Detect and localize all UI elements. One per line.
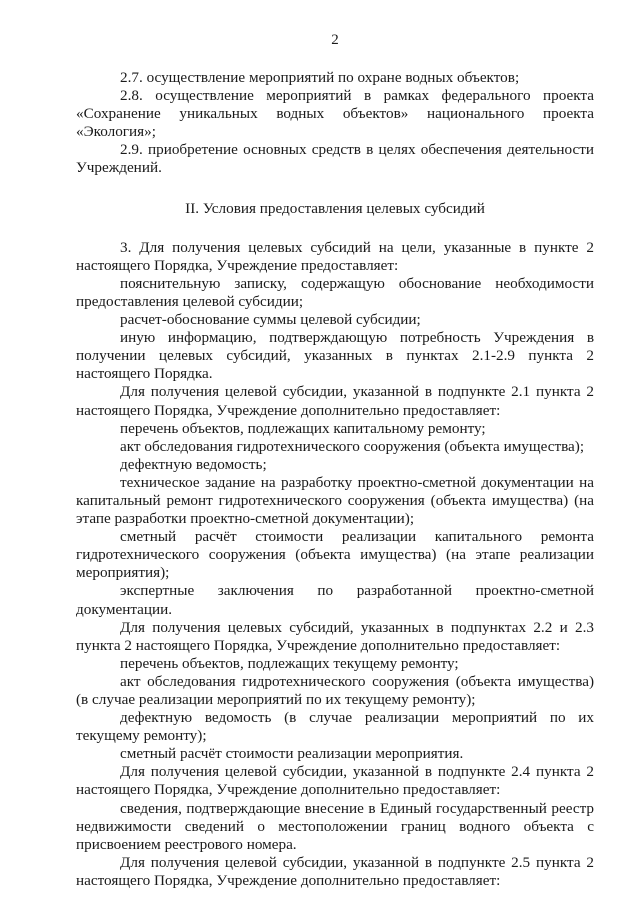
paragraph-3: 3. Для получения целевых субсидий на цели, указанные в пункте 2 настоящего Порядка, Учреждение предоставляет:: [76, 238, 594, 274]
section-heading: II. Условия предоставления целевых субсидий: [185, 199, 485, 217]
document-body: [76, 69, 594, 890]
list-item: расчет-обоснование суммы целевой субсидии;: [120, 311, 421, 329]
list-item: сметный расчёт стоимости реализации капитального ремонта гидротехнического сооружения (объекта имущества) (на этапе реализации мероприятия);: [76, 528, 594, 582]
list-item: иную информацию, подтверждающую потребность Учреждения в получении целевых субсидий, указанных в пунктах 2.1-2.9 пункта 2 настоящего Порядка.: [76, 329, 594, 383]
list-item: техническое задание на разработку проектно-сметной документации на капитальный ремонт гидротехнического сооружения (объекта имущества) (на этапе разработки проектно-сметной документации);: [76, 473, 594, 528]
list-item: дефектную ведомость (в случае реализации мероприятий по их текущему ремонту);: [76, 709, 594, 745]
paragraph-subsidy-2-5: Для получения целевой субсидии, указанной в подпункте 2.5 пункта 2 настоящего Порядка, Учреждение дополнительно предоставляет:: [76, 853, 594, 889]
list-item: пояснительную записку, содержащую обоснование необходимости предоставления целевой субсидии;: [76, 274, 594, 310]
list-item: акт обследования гидротехнического сооружения (объекта имущества);: [120, 437, 585, 455]
page-number: 2: [331, 32, 339, 48]
list-item: сведения, подтверждающие внесение в Единый государственный реестр недвижимости сведений о местоположении границ водного объекта с присвоением реестрового номера.: [76, 799, 594, 853]
list-item: сметный расчёт стоимости реализации мероприятия.: [120, 745, 464, 763]
paragraph-subsidy-2-2-2-3: Для получения целевых субсидий, указанных в подпунктах 2.2 и 2.3 пункта 2 настоящего Порядка, Учреждение дополнительно предоставляет:: [76, 618, 594, 654]
document-page: [76, 0, 594, 905]
paragraph-subsidy-2-1: Для получения целевой субсидии, указанной в подпункте 2.1 пункта 2 настоящего Порядка, Учреждение дополнительно предоставляет:: [76, 383, 594, 419]
spacer: [76, 178, 594, 200]
list-item: дефектную ведомость;: [120, 455, 267, 473]
list-item: акт обследования гидротехнического сооружения (объекта имущества) (в случае реализации мероприятий по их текущему ремонту);: [76, 672, 594, 708]
item-2-8: 2.8. осуществление мероприятий в рамках федерального проекта «Сохранение уникальных водных объектов» национального проекта «Экология»;: [76, 87, 594, 141]
item-2-7: 2.7. осуществление мероприятий по охране водных объектов;: [120, 69, 520, 86]
paragraph-subsidy-2-4: Для получения целевой субсидии, указанной в подпункте 2.4 пункта 2 настоящего Порядка, Учреждение дополнительно предоставляет:: [76, 763, 594, 799]
spacer: [76, 218, 594, 239]
list-item: перечень объектов, подлежащих капитальному ремонту;: [120, 419, 486, 437]
list-item: экспертные заключения по разработанной проектно-сметной документации.: [76, 582, 594, 618]
item-2-9: 2.9. приобретение основных средств в целях обеспечения деятельности Учреждений.: [76, 141, 594, 177]
list-item: перечень объектов, подлежащих текущему ремонту;: [120, 654, 459, 672]
